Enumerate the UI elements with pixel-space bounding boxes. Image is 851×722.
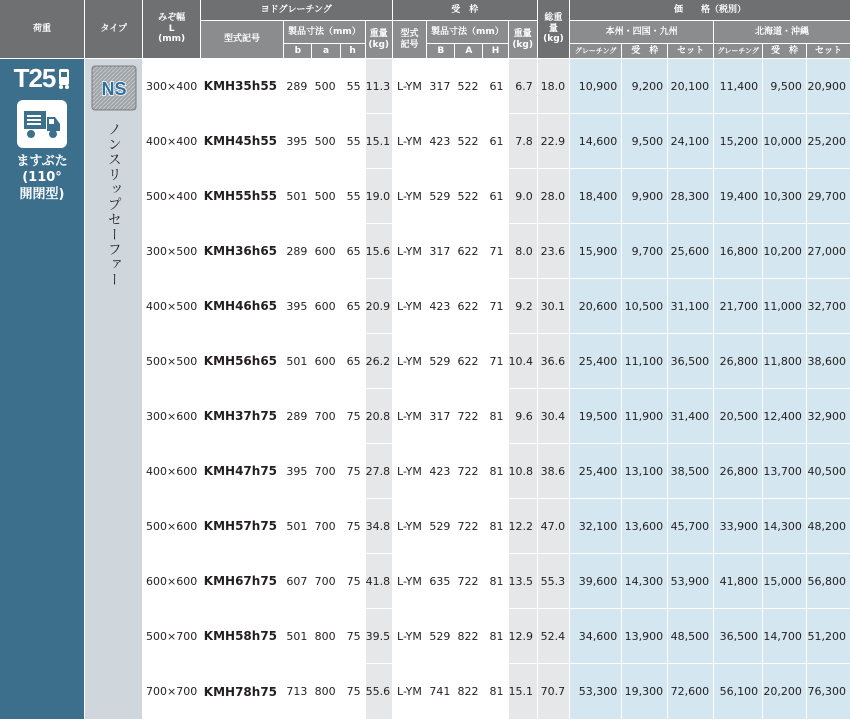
header-price2-grating: グレーチング	[714, 44, 763, 59]
cell-frame-model: L-YM	[392, 389, 426, 444]
cell-price1-grating: 39,600	[570, 554, 622, 609]
header-fdim-h: H	[483, 44, 508, 59]
cell-dim-b: 289	[284, 389, 312, 444]
cell-dim-h: 65	[340, 334, 365, 389]
cell-price1-set: 72,600	[668, 664, 714, 720]
cell-price1-grating: 32,100	[570, 499, 622, 554]
cell-total-weight: 47.0	[537, 499, 569, 554]
cell-price1-grating: 19,500	[570, 389, 622, 444]
header-price1-frame: 受 枠	[622, 44, 668, 59]
table-body	[0, 59, 851, 720]
cell-fdim-b: 529	[427, 499, 455, 554]
cell-price2-grating: 21,700	[714, 279, 763, 334]
cell-price1-set: 31,100	[668, 279, 714, 334]
cell-price2-set: 29,700	[806, 169, 850, 224]
cell-model: KMH58h75	[200, 609, 283, 664]
cell-weight: 20.8	[365, 389, 392, 444]
cell-price2-set: 56,800	[806, 554, 850, 609]
cell-fdim-h: 71	[483, 334, 508, 389]
cell-price1-grating: 20,600	[570, 279, 622, 334]
cell-price1-frame: 13,600	[622, 499, 668, 554]
cell-frame-model: L-YM	[392, 279, 426, 334]
cell-total-weight: 30.1	[537, 279, 569, 334]
cell-price2-set: 40,500	[806, 444, 850, 499]
cell-frame-weight: 15.1	[508, 664, 537, 720]
cell-model: KMH55h55	[200, 169, 283, 224]
header-price2-set: セット	[806, 44, 850, 59]
cell-price2-frame: 9,500	[763, 59, 807, 114]
cell-total-weight: 18.0	[537, 59, 569, 114]
cell-price1-frame: 9,900	[622, 169, 668, 224]
cell-total-weight: 28.0	[537, 169, 569, 224]
cell-total-weight: 22.9	[537, 114, 569, 169]
cell-weight: 15.1	[365, 114, 392, 169]
truck-front-icon	[58, 68, 70, 90]
cell-frame-weight: 6.7	[508, 59, 537, 114]
header-dim-b: b	[284, 44, 312, 59]
cell-weight: 27.8	[365, 444, 392, 499]
cell-fdim-b: 423	[427, 279, 455, 334]
cell-frame-model: L-YM	[392, 444, 426, 499]
cell-price1-frame: 11,900	[622, 389, 668, 444]
cell-dim-b: 501	[284, 609, 312, 664]
cell-price1-frame: 9,500	[622, 114, 668, 169]
cell-dim-h: 55	[340, 114, 365, 169]
cell-fdim-b: 529	[427, 169, 455, 224]
cell-dim-a: 600	[312, 279, 340, 334]
cell-price1-grating: 14,600	[570, 114, 622, 169]
cell-frame-model: L-YM	[392, 169, 426, 224]
cell-price2-grating: 26,800	[714, 444, 763, 499]
cell-price1-set: 28,300	[668, 169, 714, 224]
cell-size: 300×500	[143, 224, 200, 279]
cell-weight: 20.9	[365, 279, 392, 334]
cell-frame-model: L-YM	[392, 59, 426, 114]
cell-fdim-a: 822	[455, 664, 483, 720]
cell-fdim-a: 622	[455, 279, 483, 334]
cell-model: KMH45h55	[200, 114, 283, 169]
cell-price2-set: 51,200	[806, 609, 850, 664]
cell-frame-weight: 7.8	[508, 114, 537, 169]
cell-dim-b: 395	[284, 444, 312, 499]
cell-fdim-b: 529	[427, 609, 455, 664]
cell-price1-grating: 34,600	[570, 609, 622, 664]
cell-dim-h: 55	[340, 59, 365, 114]
cell-frame-model: L-YM	[392, 224, 426, 279]
header-dim-a: a	[312, 44, 340, 59]
cell-fdim-a: 722	[455, 499, 483, 554]
cell-dim-b: 395	[284, 114, 312, 169]
cell-frame-weight: 12.9	[508, 609, 537, 664]
cell-price2-frame: 14,300	[763, 499, 807, 554]
cell-price2-set: 32,900	[806, 389, 850, 444]
cell-total-weight: 70.7	[537, 664, 569, 720]
cell-dim-b: 501	[284, 334, 312, 389]
cell-fdim-h: 81	[483, 389, 508, 444]
cell-size: 700×700	[143, 664, 200, 720]
cell-model: KMH37h75	[200, 389, 283, 444]
cell-price2-set: 25,200	[806, 114, 850, 169]
load-description	[0, 154, 84, 203]
cell-size: 300×400	[143, 59, 200, 114]
cell-fdim-a: 522	[455, 114, 483, 169]
cell-model: KMH67h75	[200, 554, 283, 609]
cell-price2-frame: 15,000	[763, 554, 807, 609]
cell-frame-weight: 13.5	[508, 554, 537, 609]
cell-frame-weight: 9.2	[508, 279, 537, 334]
cell-weight: 11.3	[365, 59, 392, 114]
cell-dim-a: 700	[312, 499, 340, 554]
cell-dim-h: 65	[340, 224, 365, 279]
cell-dim-b: 501	[284, 499, 312, 554]
cell-dim-b: 713	[284, 664, 312, 720]
truck-icon	[17, 100, 67, 148]
header-total-weight	[537, 0, 569, 59]
cell-size: 400×600	[143, 444, 200, 499]
header-frame-model	[392, 21, 426, 59]
cell-price2-set: 27,000	[806, 224, 850, 279]
header-width-l	[143, 0, 200, 59]
header-type: タイプ	[85, 0, 143, 59]
cell-price1-set: 25,600	[668, 224, 714, 279]
cell-size: 400×500	[143, 279, 200, 334]
cell-size: 500×500	[143, 334, 200, 389]
cell-weight: 34.8	[365, 499, 392, 554]
cell-price1-set: 20,100	[668, 59, 714, 114]
cell-price1-grating: 25,400	[570, 444, 622, 499]
header-model-code: 型式記号	[200, 21, 283, 59]
header-price2-frame: 受 枠	[763, 44, 807, 59]
cell-frame-weight: 9.0	[508, 169, 537, 224]
cell-dim-b: 395	[284, 279, 312, 334]
cell-price1-frame: 14,300	[622, 554, 668, 609]
cell-fdim-a: 722	[455, 389, 483, 444]
cell-price2-grating: 15,200	[714, 114, 763, 169]
cell-weight: 55.6	[365, 664, 392, 720]
cell-fdim-h: 81	[483, 499, 508, 554]
cell-weight: 41.8	[365, 554, 392, 609]
cell-price1-frame: 9,200	[622, 59, 668, 114]
cell-fdim-b: 423	[427, 444, 455, 499]
header-load: 荷重	[0, 0, 85, 59]
header-frame-dim: 製品寸法（mm）	[427, 21, 508, 44]
cell-dim-a: 800	[312, 609, 340, 664]
cell-fdim-h: 71	[483, 224, 508, 279]
cell-price2-frame: 10,000	[763, 114, 807, 169]
cell-price2-grating: 20,500	[714, 389, 763, 444]
cell-price1-set: 36,500	[668, 334, 714, 389]
cell-frame-weight: 10.8	[508, 444, 537, 499]
cell-price1-set: 38,500	[668, 444, 714, 499]
table-row	[0, 59, 851, 114]
load-description-line1: ますぶた	[16, 154, 68, 169]
cell-price2-frame: 11,000	[763, 279, 807, 334]
cell-dim-a: 700	[312, 389, 340, 444]
cell-model: KMH56h65	[200, 334, 283, 389]
cell-fdim-h: 81	[483, 554, 508, 609]
cell-dim-h: 75	[340, 554, 365, 609]
cell-price2-set: 48,200	[806, 499, 850, 554]
cell-size: 500×400	[143, 169, 200, 224]
cell-fdim-h: 71	[483, 279, 508, 334]
header-weight	[365, 21, 392, 59]
cell-frame-model: L-YM	[392, 609, 426, 664]
cell-frame-model: L-YM	[392, 334, 426, 389]
cell-dim-a: 500	[312, 169, 340, 224]
type-cell	[85, 59, 143, 720]
cell-weight: 26.2	[365, 334, 392, 389]
header-total-weight-line2: 量	[548, 23, 558, 34]
cell-price1-frame: 10,500	[622, 279, 668, 334]
cell-dim-h: 75	[340, 389, 365, 444]
header-frame-model-line1: 型式	[400, 29, 419, 40]
cell-dim-a: 500	[312, 114, 340, 169]
cell-size: 400×400	[143, 114, 200, 169]
cell-fdim-a: 522	[455, 169, 483, 224]
cell-dim-a: 600	[312, 224, 340, 279]
cell-price2-set: 76,300	[806, 664, 850, 720]
cell-price2-frame: 10,300	[763, 169, 807, 224]
cell-fdim-b: 317	[427, 224, 455, 279]
load-grade-text: T25	[13, 63, 56, 93]
cell-frame-weight: 9.6	[508, 389, 537, 444]
cell-price1-grating: 18,400	[570, 169, 622, 224]
cell-fdim-b: 423	[427, 114, 455, 169]
cell-dim-b: 607	[284, 554, 312, 609]
cell-total-weight: 23.6	[537, 224, 569, 279]
cell-price1-frame: 19,300	[622, 664, 668, 720]
cell-size: 500×600	[143, 499, 200, 554]
cell-fdim-a: 522	[455, 59, 483, 114]
header-frame-weight-line1: 重量	[513, 29, 532, 40]
cell-model: KMH57h75	[200, 499, 283, 554]
type-name: ノンスリップセーファー	[105, 122, 122, 287]
header-weight-line2: (kg)	[368, 39, 389, 50]
cell-dim-h: 75	[340, 609, 365, 664]
cell-fdim-h: 81	[483, 664, 508, 720]
header-total-weight-line1: 総重	[544, 13, 563, 24]
cell-total-weight: 30.4	[537, 389, 569, 444]
cell-price2-grating: 41,800	[714, 554, 763, 609]
cell-fdim-b: 317	[427, 59, 455, 114]
ns-badge-icon	[91, 65, 137, 111]
cell-fdim-h: 81	[483, 444, 508, 499]
cell-price2-grating: 36,500	[714, 609, 763, 664]
load-cell	[0, 59, 85, 720]
cell-fdim-a: 722	[455, 554, 483, 609]
header-frame-group: 受 枠	[392, 0, 537, 21]
cell-size: 600×600	[143, 554, 200, 609]
cell-price1-set: 53,900	[668, 554, 714, 609]
cell-dim-h: 55	[340, 169, 365, 224]
cell-fdim-a: 622	[455, 224, 483, 279]
cell-price1-frame: 9,700	[622, 224, 668, 279]
cell-total-weight: 36.6	[537, 334, 569, 389]
cell-frame-weight: 10.4	[508, 334, 537, 389]
header-fdim-a: A	[455, 44, 483, 59]
cell-total-weight: 52.4	[537, 609, 569, 664]
cell-size: 300×600	[143, 389, 200, 444]
header-price1-set: セット	[668, 44, 714, 59]
header-width-l-line3: (mm)	[158, 34, 186, 45]
cell-price1-frame: 13,100	[622, 444, 668, 499]
header-width-l-line2: L	[168, 23, 175, 34]
cell-price2-frame: 12,400	[763, 389, 807, 444]
cell-total-weight: 38.6	[537, 444, 569, 499]
cell-price1-set: 31,400	[668, 389, 714, 444]
header-width-l-line1: みぞ幅	[158, 13, 186, 24]
cell-price2-frame: 11,800	[763, 334, 807, 389]
cell-price1-frame: 13,900	[622, 609, 668, 664]
cell-price1-grating: 25,400	[570, 334, 622, 389]
cell-dim-a: 600	[312, 334, 340, 389]
header-weight-line1: 重量	[369, 29, 388, 40]
cell-weight: 39.5	[365, 609, 392, 664]
header-dim-h: h	[340, 44, 365, 59]
cell-fdim-a: 822	[455, 609, 483, 664]
cell-fdim-b: 317	[427, 389, 455, 444]
cell-model: KMH35h55	[200, 59, 283, 114]
cell-price1-set: 24,100	[668, 114, 714, 169]
cell-price2-frame: 10,200	[763, 224, 807, 279]
load-description-line2: (110°	[22, 170, 62, 186]
cell-price1-set: 48,500	[668, 609, 714, 664]
cell-total-weight: 55.3	[537, 554, 569, 609]
cell-price1-frame: 11,100	[622, 334, 668, 389]
cell-fdim-a: 722	[455, 444, 483, 499]
cell-fdim-b: 635	[427, 554, 455, 609]
cell-fdim-b: 741	[427, 664, 455, 720]
cell-fdim-h: 61	[483, 114, 508, 169]
cell-frame-model: L-YM	[392, 499, 426, 554]
cell-size: 500×700	[143, 609, 200, 664]
header-fdim-b: B	[427, 44, 455, 59]
cell-model: KMH78h75	[200, 664, 283, 720]
header-product-dim: 製品寸法（mm）	[284, 21, 365, 44]
cell-price2-frame: 13,700	[763, 444, 807, 499]
cell-price2-grating: 56,100	[714, 664, 763, 720]
cell-price2-grating: 16,800	[714, 224, 763, 279]
cell-dim-b: 289	[284, 224, 312, 279]
cell-dim-h: 75	[340, 499, 365, 554]
cell-price2-grating: 11,400	[714, 59, 763, 114]
cell-dim-a: 700	[312, 444, 340, 499]
cell-price2-grating: 33,900	[714, 499, 763, 554]
header-frame-model-line2: 記号	[400, 39, 419, 50]
cell-model: KMH36h65	[200, 224, 283, 279]
header-grating-group: ヨドグレーチング	[200, 0, 392, 21]
header-price1-grating: グレーチング	[570, 44, 622, 59]
cell-model: KMH47h75	[200, 444, 283, 499]
cell-dim-a: 800	[312, 664, 340, 720]
cell-frame-model: L-YM	[392, 114, 426, 169]
cell-price1-grating: 15,900	[570, 224, 622, 279]
table-header	[0, 0, 851, 59]
cell-price1-grating: 53,300	[570, 664, 622, 720]
cell-dim-h: 65	[340, 279, 365, 334]
cell-frame-model: L-YM	[392, 554, 426, 609]
cell-price2-frame: 20,200	[763, 664, 807, 720]
header-total-weight-line3: (kg)	[543, 34, 564, 45]
cell-price2-grating: 26,800	[714, 334, 763, 389]
cell-price2-set: 32,700	[806, 279, 850, 334]
cell-dim-h: 75	[340, 444, 365, 499]
header-frame-weight	[508, 21, 537, 59]
header-region-hokkaido: 北海道・沖縄	[714, 21, 851, 44]
cell-weight: 19.0	[365, 169, 392, 224]
cell-dim-h: 75	[340, 664, 365, 720]
cell-frame-model: L-YM	[392, 664, 426, 720]
cell-fdim-b: 529	[427, 334, 455, 389]
cell-dim-b: 289	[284, 59, 312, 114]
header-frame-weight-line2: (kg)	[512, 39, 533, 50]
cell-model: KMH46h65	[200, 279, 283, 334]
cell-fdim-h: 61	[483, 169, 508, 224]
cell-weight: 15.6	[365, 224, 392, 279]
cell-price2-frame: 14,700	[763, 609, 807, 664]
header-price-group: 価 格（税別）	[570, 0, 851, 21]
header-region-honshu: 本州・四国・九州	[570, 21, 714, 44]
cell-dim-a: 700	[312, 554, 340, 609]
cell-price2-set: 20,900	[806, 59, 850, 114]
cell-frame-weight: 8.0	[508, 224, 537, 279]
cell-dim-b: 501	[284, 169, 312, 224]
cell-fdim-h: 61	[483, 59, 508, 114]
cell-frame-weight: 12.2	[508, 499, 537, 554]
ns-badge-text: NS	[101, 79, 127, 99]
cell-price2-grating: 19,400	[714, 169, 763, 224]
cell-fdim-a: 622	[455, 334, 483, 389]
load-description-line3: 開閉型)	[19, 186, 65, 202]
cell-fdim-h: 81	[483, 609, 508, 664]
cell-dim-a: 500	[312, 59, 340, 114]
cell-price1-grating: 10,900	[570, 59, 622, 114]
truck-icon-graphic	[22, 107, 62, 141]
load-grade	[0, 63, 84, 94]
cell-price2-set: 38,600	[806, 334, 850, 389]
cell-price1-set: 45,700	[668, 499, 714, 554]
